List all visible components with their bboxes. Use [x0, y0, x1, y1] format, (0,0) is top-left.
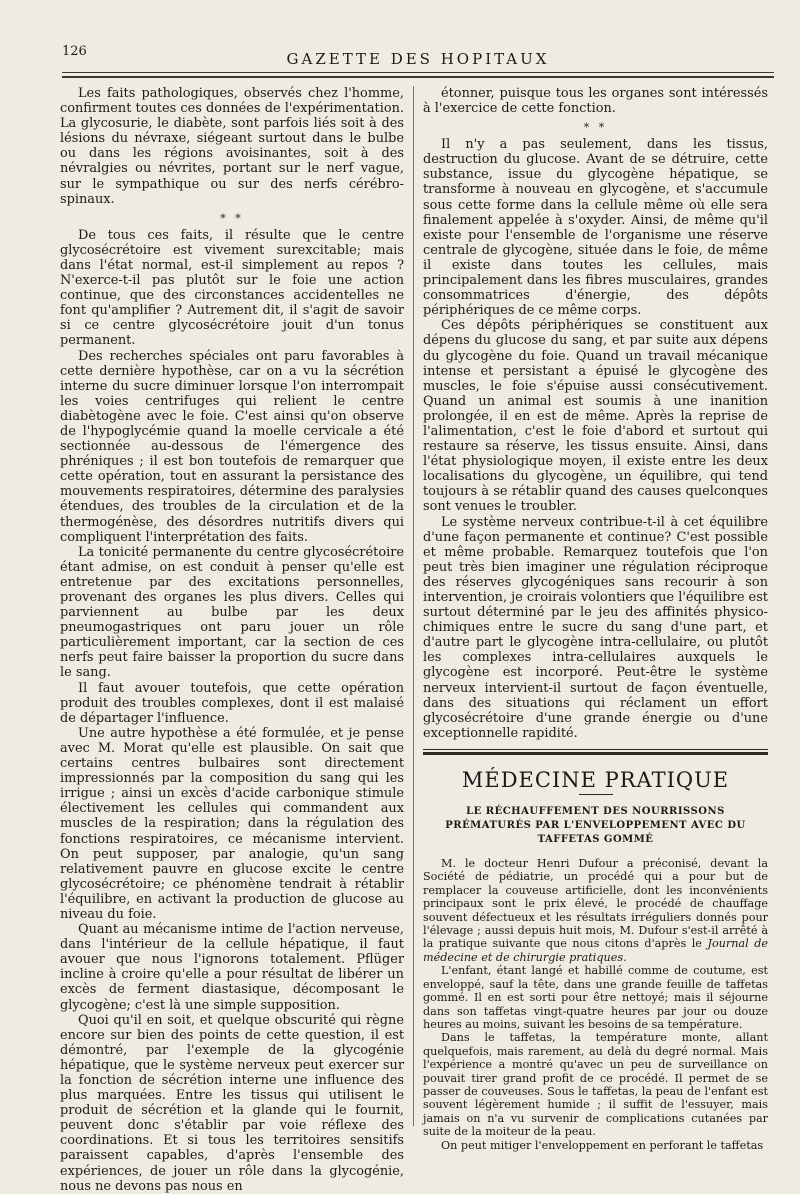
- article-body: [423, 857, 768, 1152]
- paragraph-text: M. le docteur Henri Dufour a préconisé, devant la Société de pédiatrie, un procédé qui a pour but de remplacer la couveuse artificielle, dont les inconvénients principaux sont le prix élevé, le procédé de chauffage souvent défectueux et les résultats irréguliers donnés pour l'élevage ; aussi depuis huit mois, M. Dufour s'est-il arrêté à la pratique suivante que nous citons d'après le: [423, 857, 768, 951]
- running-title: GAZETTE DES HOPITAUX: [286, 50, 550, 68]
- paragraph: L'enfant, étant langé et habillé comme de coutume, est enveloppé, sauf la tête, dans une grande feuille de taffetas gommé. Il en est sorti pour être nettoyé; mais il séjourne dans son taffetas vingt-quatre heures par jour ou douze heures au moins, suivant les besoins de sa température.: [423, 964, 768, 1031]
- section-title: MÉDECINE PRATIQUE: [461, 767, 730, 792]
- paragraph: Les faits pathologiques, observés chez l'homme, confirment toutes ces données de l'expérimentation. La glycosurie, le diabète, sont parfois liés soit à des lésions du névraxe, siégeant surtout dans le bulbe ou dans les régions avoisinantes, soit à des névralgies ou névrites, portant sur le nerf vague, sur le sympathique ou sur des nerfs cérébro-spinaux.: [60, 86, 404, 207]
- paragraph: Quant au mécanisme intime de l'action nerveuse, dans l'intérieur de la cellule hépatique, il faut avouer que nous l'ignorons totalement. Pflüger incline à croire qu'elle a pour résultat de libérer un excès de ferment diastasique, décomposant le glycogène; c'est là une simple supposition.: [60, 922, 404, 1013]
- page-number: 126: [62, 44, 87, 59]
- paragraph: Dans le taffetas, la température monte, allant quelquefois, mais rarement, au delà du degré normal. Mais l'expérience a montré qu'avec un peu de surveillance on pouvait tirer grand profit de ce procédé. Il permet de se passer de couveuses. Sous le taffetas, la peau de l'enfant est souvent légèrement humide ; il suffit de l'essuyer, mais jamais on n'a vu survenir de complications cutanées par suite de la moiteur de la peau.: [423, 1031, 768, 1139]
- paragraph: Une autre hypothèse a été formulée, et je pense avec M. Morat qu'elle est plausible. On sait que certains centres bulbaires sont directement impressionnés par la composition du sang qui les irrigue ; ainsi un excès d'acide carbonique stimule électivement les cellules qui commandent aux muscles de la respiration; dans la régulation des fonctions respiratoires, ce mécanisme intervient. On peut supposer, par analogie, qu'un sang relativement pauvre en glucose excite le centre glycosécrétoire; ce phénomène tendrait à rétablir l'équilibre, en activant la production de glucose au niveau du foie.: [60, 725, 404, 922]
- paragraph: Des recherches spéciales ont paru favorables à cette dernière hypothèse, car on a vu la sécrétion interne du sucre diminuer lorsque l'on interrompait les voies centrifuges qui relient le centre diabètogène avec le foie. C'est ainsi qu'on observe de l'hypoglycémie quand la moelle cervicale a été sectionnée au-dessous de l'émergence des phréniques ; il est bon toutefois de remarquer que cette opération, tout en assurant la persistance des mouvements respiratoires, détermine des paralysies étendues, des troubles de la circulation et de la thermogénèse, des désordres nutritifs divers qui compliquent l'interprétation des faits.: [60, 348, 404, 545]
- paragraph: Il n'y a pas seulement, dans les tissus, destruction du glucose. Avant de se détruire, cette substance, issue du glycogène hépatique, se transforme à nouveau en glycogène, et s'accumule sous cette forme dans la cellule même où elle sera finalement appelée à s'oxyder. Ainsi, de même qu'il existe pour l'ensemble de l'organisme une réserve centrale de glycogène, située dans le foie, de même il existe dans toutes les cellules, mais principalement dans les fibres musculaires, grandes consommatrices d'énergie, des dépôts périphériques de ce même corps.: [423, 137, 768, 319]
- section-rule: [423, 749, 768, 750]
- section-separator: * *: [583, 121, 608, 135]
- article-title: LE RÉCHAUFFEMENT DES NOURRISSONS PRÉMATURÉS PAR L'ENVELOPPEMENT AVEC DU TAFFETAS GOMMÉ: [445, 806, 746, 846]
- column-divider: [413, 86, 414, 1126]
- paragraph: Quoi qu'il en soit, et quelque obscurité qui règne encore sur bien des points de cette question, il est démontré, par l'exemple de la glycogénie hépatique, que le système nerveux peut exercer sur la fonction de sécrétion interne une influence des plus marquées. Entre les tissus qui utilisent le produit de sécrétion et la glande qui le fournit, peuvent donc s'établir par voie réflexe des coordinations. Et si tous les territoires sensitifs paraissent capables, d'après l'ensemble des expériences, de jouer un rôle dans la glycogénie, nous ne devons pas nous en: [60, 1012, 404, 1194]
- title-rule: [579, 794, 613, 795]
- paragraph: Il faut avouer toutefois, que cette opération produit des troubles complexes, dont il est malaisé de départager l'influence.: [60, 680, 404, 726]
- journal-citation: Journal de médecine et de chirurgie pratiques.: [423, 937, 768, 964]
- paragraph: On peut mitiger l'enveloppement en perforant le taffetas: [441, 1138, 764, 1152]
- paragraph: La tonicité permanente du centre glycosécrétoire étant admise, on est conduit à penser qu'elle est entretenue par des excitations personnelles, provenant des organes les plus divers. Celles qui parviennent au bulbe par les deux pneumogastriques ont paru jouer un rôle particulièrement important, car la section de ces nerfs peut faire baisser la proportion du sucre dans le sang.: [60, 544, 404, 681]
- header-rule: [62, 72, 774, 73]
- paragraph: De tous ces faits, il résulte que le centre glycosécrétoire est vivement surexcitable; mais dans l'état normal, est-il simplement au repos ? N'exerce-t-il pas plutôt sur le foie une action continue, que des circonstances accidentelles ne font qu'amplifier ? Autrement dit, il s'agit de savoir si ce centre glycosécrétoire jouit d'un tonus permanent.: [60, 227, 404, 349]
- left-column: [60, 86, 404, 1194]
- paragraph: Ces dépôts périphériques se constituent aux dépens du glucose du sang, et par suite aux dépens du glycogène du foie. Quand un travail mécanique intense et persistant a épuisé le glycogène des muscles, le foie s'épuise aussi consécutivement. Quand un animal est soumis à une inanition prolongée, il en est de même. Après la reprise de l'alimentation, c'est le foie d'abord et surtout qui restaure sa réserve, les tissus ensuite. Ainsi, dans l'état physiologique moyen, il existe entre les deux localisations du glycogène, un équilibre, qui tend toujours à se rétablir quand des causes quelconques sont venues le troubler.: [423, 318, 768, 515]
- section-separator: * *: [220, 211, 244, 225]
- section-rule-thick: [423, 752, 768, 755]
- paragraph: [423, 857, 768, 964]
- header-rule-thick: [62, 76, 774, 78]
- page-header: [62, 44, 774, 74]
- right-column: [423, 86, 768, 1152]
- paragraph: étonner, puisque tous les organes sont intéressés à l'exercice de cette fonction.: [423, 86, 768, 117]
- paragraph: Le système nerveux contribue-t-il à cet équilibre d'une façon permanente et continue? C'est possible et même probable. Remarquez toutefois que l'on peut très bien imaginer une régulation réciproque des réserves glycogéniques sans recourir à son intervention, je croirais volontiers que l'équilibre est surtout déterminé par le jeu des affinités physico-chimiques entre le sucre du sang d'une part, et d'autre part le glycogène intra-cellulaire, ou plutôt les complexes intra-cellulaires auxquels le glycogène est incorporé. Peut-être le système nerveux intervient-il surtout de façon éventuelle, dans des situations qui réclament un effort glycosécrétoire d'une grande énergie ou d'une exceptionnelle rapidité.: [423, 514, 768, 741]
